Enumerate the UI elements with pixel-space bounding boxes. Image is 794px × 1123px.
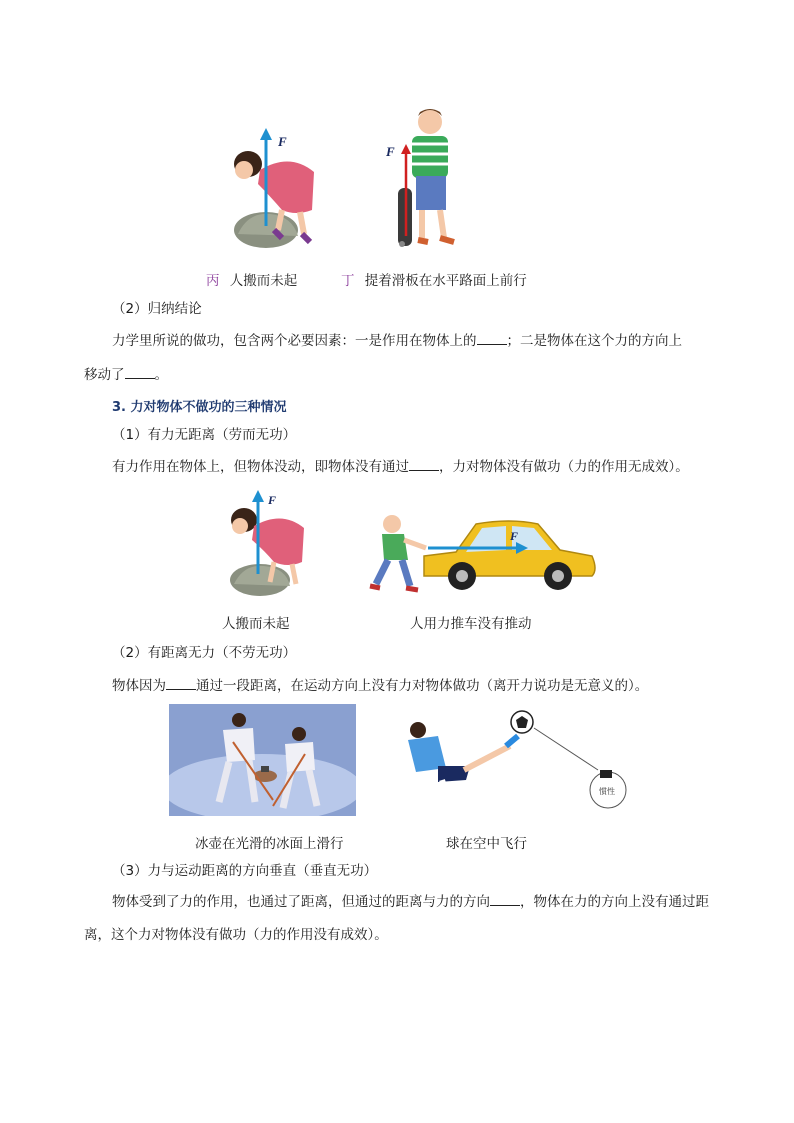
text-segment: 物体因为 bbox=[112, 678, 166, 694]
figure-caption-ding bbox=[341, 269, 527, 289]
case2-heading: （2）有距离无力（不劳无功） bbox=[112, 645, 297, 661]
text-segment: ；二是物体在这个力的方向上 bbox=[506, 333, 682, 349]
figure-lifting-rock-top bbox=[208, 126, 328, 251]
caption-marker: 丙 bbox=[206, 273, 220, 289]
case1-paragraph bbox=[112, 454, 732, 480]
figure-curling bbox=[169, 704, 356, 816]
text-segment: ，力对物体没有做功（力的作用无成效）。 bbox=[439, 459, 689, 475]
figure-caption: 冰壶在光滑的冰面上滑行 bbox=[195, 836, 344, 852]
figure-lifting-rock bbox=[208, 490, 318, 598]
text-segment: 通过一段距离，在运动方向上没有力对物体做功（离开力说功是无意义的）。 bbox=[196, 678, 649, 694]
caption-marker: 丁 bbox=[341, 273, 355, 289]
figure-carrying-skateboard bbox=[382, 104, 472, 254]
text-segment: 力学里所说的做功，包含两个必要因素：一是作用在物体上的 bbox=[112, 333, 477, 349]
answer-blank[interactable] bbox=[490, 891, 520, 906]
case3-heading: （3）力与运动距离的方向垂直（垂直无功） bbox=[112, 863, 378, 879]
figure-caption-bing bbox=[206, 269, 297, 289]
case3-paragraph-continuation: 离，这个力对物体没有做功（力的作用没有成效）。 bbox=[84, 927, 388, 943]
text-segment: 物体受到了力的作用，也通过了距离，但通过的距离与力的方向 bbox=[112, 894, 490, 910]
text-segment: 移动了 bbox=[84, 367, 125, 383]
force-label: F bbox=[268, 493, 277, 507]
text-segment: 。 bbox=[154, 367, 168, 383]
caption-text: 人搬而未起 bbox=[229, 273, 298, 289]
answer-blank[interactable] bbox=[125, 364, 155, 379]
answer-blank[interactable] bbox=[409, 456, 439, 471]
force-label: F bbox=[278, 134, 287, 149]
figure-caption: 人用力推车没有推动 bbox=[410, 616, 532, 632]
section-heading-3: 3. 力对物体不做功的三种情况 bbox=[112, 400, 287, 415]
figure-caption: 球在空中飞行 bbox=[446, 836, 527, 852]
figure-soccer-kick bbox=[398, 706, 638, 824]
section-heading: （2）归纳结论 bbox=[112, 301, 202, 317]
paragraph-continuation bbox=[84, 362, 168, 388]
answer-blank[interactable] bbox=[477, 330, 507, 345]
figure-caption: 人搬而未起 bbox=[222, 616, 290, 632]
text-segment: 有力作用在物体上，但物体没动，即物体没有通过 bbox=[112, 459, 409, 475]
case1-heading: （1）有力无距离（劳而无功） bbox=[112, 427, 297, 443]
force-label: F bbox=[386, 144, 395, 159]
case2-paragraph bbox=[112, 673, 752, 699]
force-label: F bbox=[510, 529, 519, 543]
inertia-bubble-label: 惯性 bbox=[599, 787, 615, 796]
case3-paragraph bbox=[112, 889, 752, 915]
text-segment: ，物体在力的方向上没有通过距 bbox=[520, 894, 709, 910]
paragraph-work-factors bbox=[112, 328, 732, 354]
caption-text: 提着滑板在水平路面上前行 bbox=[364, 273, 527, 289]
answer-blank[interactable] bbox=[166, 675, 196, 690]
figure-pushing-car bbox=[360, 510, 600, 600]
